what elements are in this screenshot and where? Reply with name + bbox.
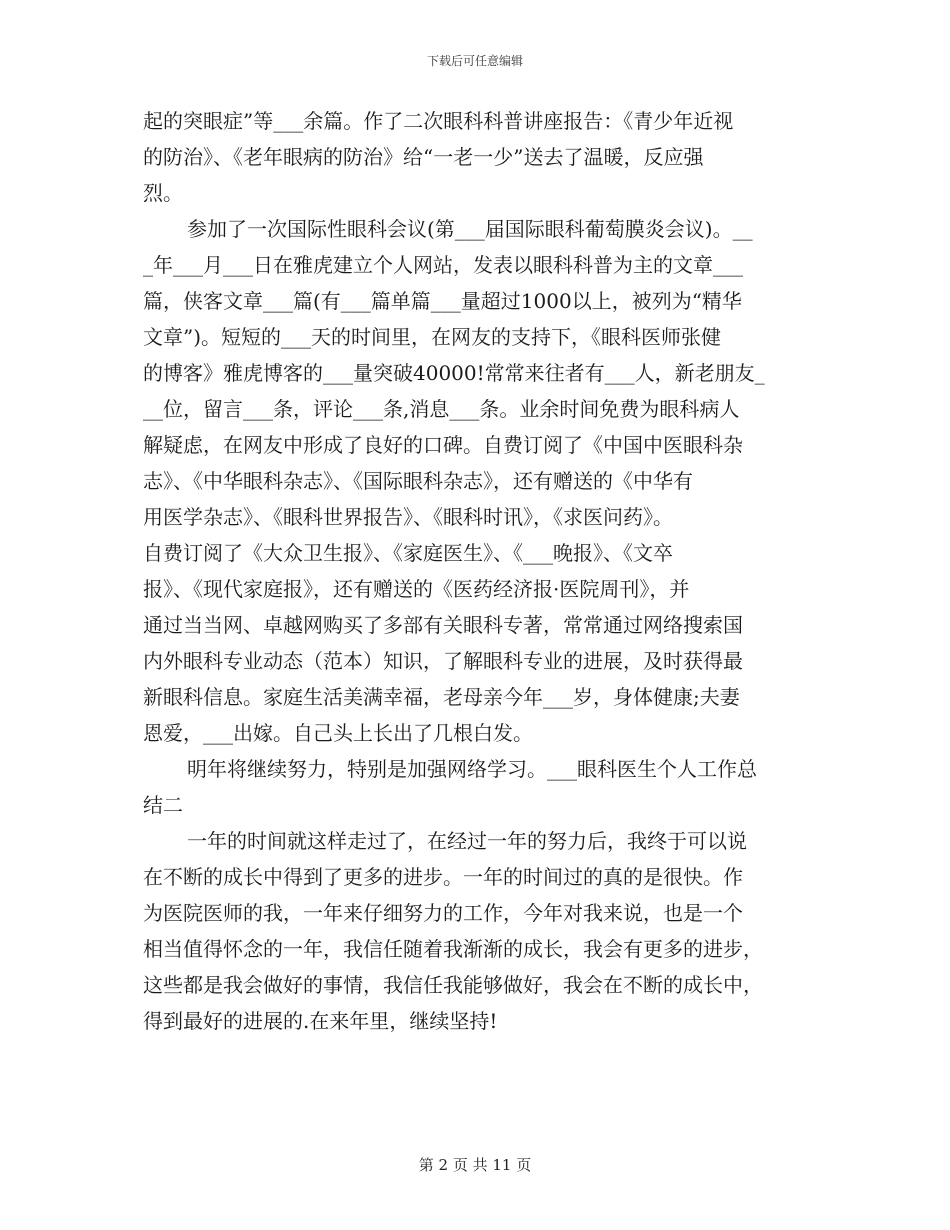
text-line: 新眼科信息。家庭生活美满幸福，老母亲今年___岁，身体健康;夫妻 bbox=[143, 685, 740, 709]
text-line: 结二 bbox=[143, 793, 183, 817]
text-line: 相当值得怀念的一年，我信任随着我渐渐的成长，我会有更多的进步， bbox=[143, 937, 763, 961]
paragraph-first-line: 明年将继续努力，特别是加强网络学习。___眼科医生个人工作总 bbox=[187, 757, 757, 781]
text-line: 的博客》雅虎博客的___量突破40000!常常来往者有___人，新老朋友_ bbox=[143, 361, 765, 385]
paragraph-first-line: 参加了一次国际性眼科会议(第___届国际眼科葡萄膜炎会议)。__ bbox=[187, 217, 753, 241]
text-line: 志》、《中华眼科杂志》、《国际眼科杂志》，还有赠送的《中华有 bbox=[143, 469, 693, 493]
text-line: 用医学杂志》、《眼科世界报告》、《眼科时讯》，《求医问药》。 bbox=[143, 505, 673, 529]
text-line: 通过当当网、卓越网购买了多部有关眼科专著，常常通过网络搜索国 bbox=[143, 613, 743, 637]
text-line: 的防治》、《老年眼病的防治》给“一老一少”送去了温暖，反应强 bbox=[143, 145, 704, 169]
text-line: 报》、《现代家庭报》，还有赠送的《医药经济报·医院周刊》，并 bbox=[143, 577, 690, 601]
document-body bbox=[143, 103, 811, 1039]
text-line: 在不断的成长中得到了更多的进步。一年的时间过的真的是很快。作 bbox=[143, 865, 743, 889]
text-line: 自费订阅了《大众卫生报》、《家庭医生》、《___晚报》、《文卒 bbox=[143, 541, 673, 565]
paragraph-first-line: 一年的时间就这样走过了，在经过一年的努力后，我终于可以说 bbox=[187, 829, 747, 853]
text-line: 这些都是我会做好的事情，我信任我能够做好，我会在不断的成长中， bbox=[143, 973, 763, 997]
text-line: 篇，侠客文章___篇(有___篇单篇___量超过1000以上，被列为“精华 bbox=[143, 289, 742, 313]
text-line: 文章”)。短短的___天的时间里，在网友的支持下，《眼科医师张健 bbox=[143, 325, 722, 349]
text-line: 恩爱，___出嫁。自己头上长出了几根白发。 bbox=[143, 721, 533, 745]
text-line: 烈。 bbox=[143, 181, 183, 205]
page-header: 下载后可任意编辑 bbox=[426, 54, 523, 68]
page-number: 第 2 页 共 11 页 bbox=[418, 1156, 532, 1174]
text-line: 解疑虑，在网友中形成了良好的口碑。自费订阅了《中国中医眼科杂 bbox=[143, 433, 743, 457]
text-line: _年___月___日在雅虎建立个人网站，发表以眼科科普为主的文章___ bbox=[143, 253, 743, 277]
text-line: 得到最好的进展的.在来年里，继续坚持! bbox=[143, 1009, 498, 1033]
text-line: __位，留言___条，评论___条,消息___条。业余时间免费为眼科病人 bbox=[143, 397, 740, 421]
text-line: 内外眼科专业动态（范本）知识，了解眼科专业的进展，及时获得最 bbox=[143, 649, 743, 673]
text-line: 为医院医师的我，一年来仔细努力的工作，今年对我来说，也是一个 bbox=[143, 901, 743, 925]
text-line: 起的突眼症”等___余篇。作了二次眼科科普讲座报告：《青少年近视 bbox=[143, 109, 734, 133]
